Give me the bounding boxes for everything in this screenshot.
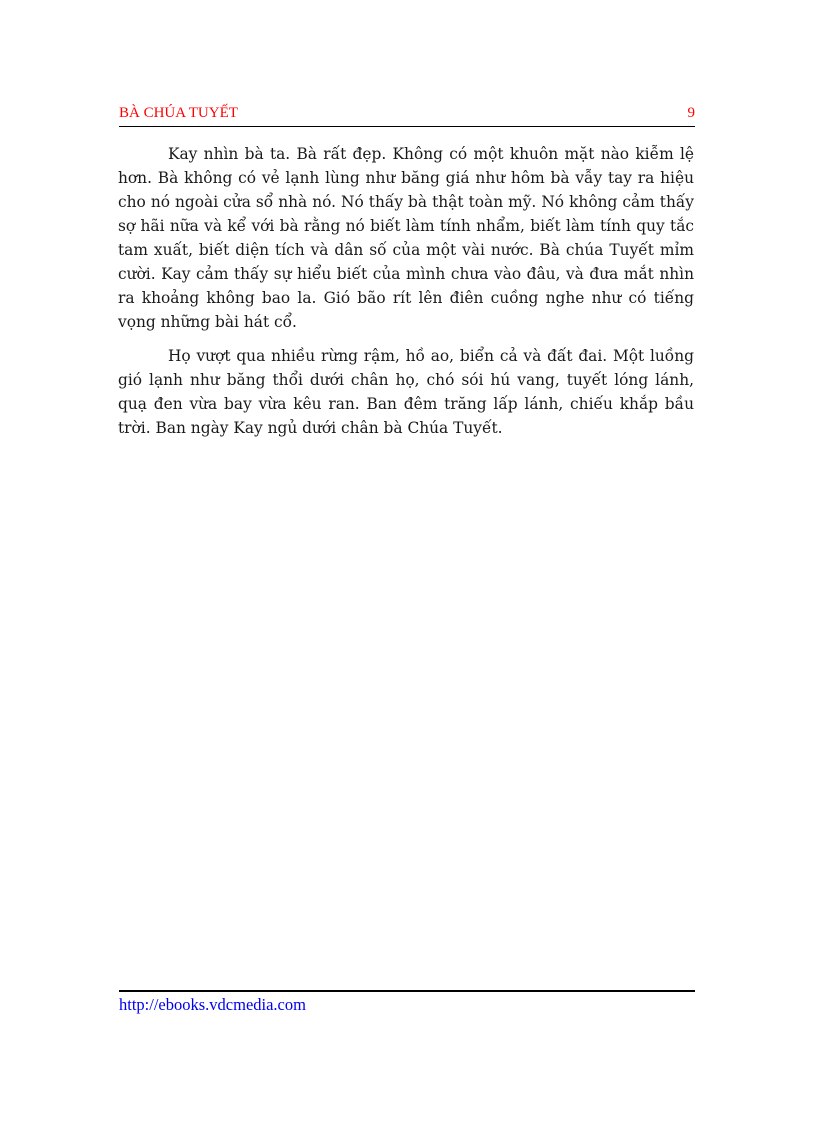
paragraph-1: Kay nhìn bà ta. Bà rất đẹp. Không có một khuôn mặt nào kiễm lệ hơn. Bà không có vẻ lạnh lùng như băng giá như hôm bà vẫy tay ra hiệu cho nó ngoài cửa sổ nhà nó. Nó thấy bà thật toàn mỹ. Nó không cảm thấy sợ hãi nữa và kể với bà rằng nó biết làm tính nhẩm, biết làm tính quy tắc tam xuất, biết diện tích và dân số của một vài nước. Bà chúa Tuyết mỉm cười. Kay cảm thấy sự hiểu biết của mình chưa vào đâu, và đưa mắt nhìn ra khoảng không bao la. Gió bão rít lên điên cuồng nghe như có tiếng vọng những bài hát cổ. [118,145,694,331]
body-text [118,142,694,450]
header-divider [119,126,695,127]
running-header [119,105,695,125]
paragraph-2: Họ vượt qua nhiều rừng rậm, hồ ao, biển cả và đất đai. Một luồng gió lạnh như băng thổi dưới chân họ, chó sói hú vang, tuyết lóng lánh, quạ đen vừa bay vừa kêu ran. Ban đêm trăng lấp lánh, chiếu khắp bầu trời. Ban ngày Kay ngủ dưới chân bà Chúa Tuyết. [118,347,694,437]
book-title: BÀ CHÚA TUYẾT [119,105,238,121]
page-number: 9 [687,105,695,121]
footer-divider [119,990,695,992]
footer-link[interactable]: http://ebooks.vdcmedia.com [119,995,306,1014]
